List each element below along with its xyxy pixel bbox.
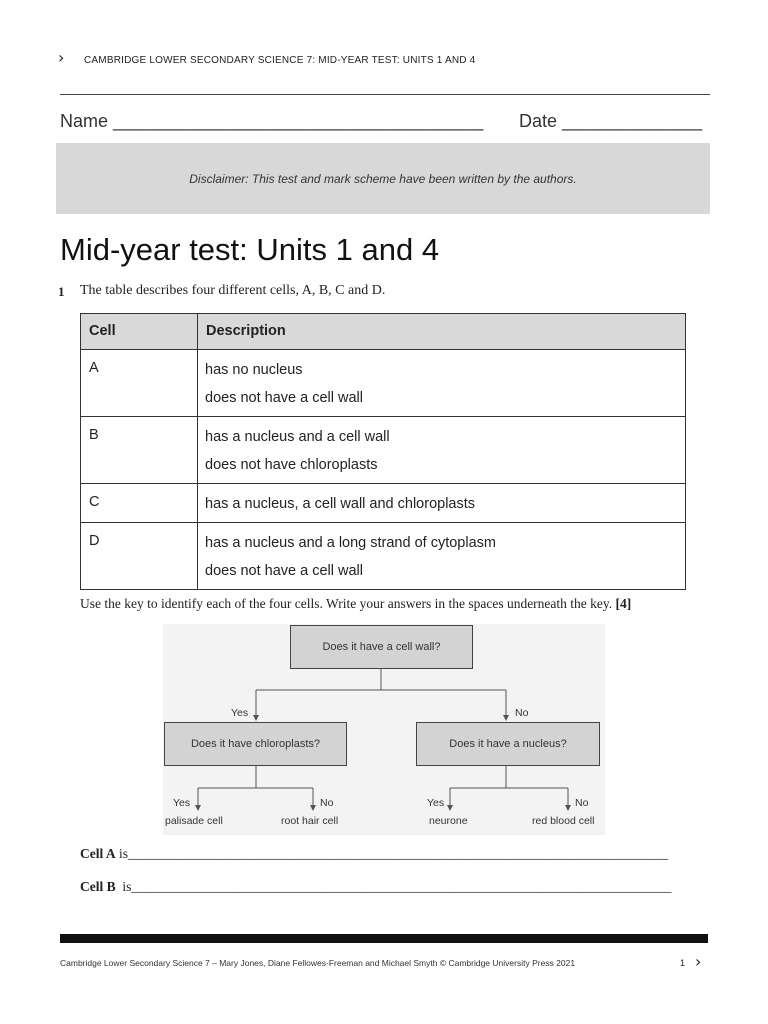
page-number: 1 [680,958,686,968]
running-header: CAMBRIDGE LOWER SECONDARY SCIENCE 7: MID-YEAR TEST: UNITS 1 AND 4 [84,55,476,66]
cell-id: B [81,417,198,484]
name-label: Name [60,111,109,131]
description-line: has no nucleus [205,362,303,378]
answer-cell-b[interactable] [80,879,702,895]
answer-blank[interactable]: ________________________________________________________________________________ [131,879,672,894]
instruction-body: Use the key to identify each of the four cells. Write your answers in the spaces underneath the key. [80,596,613,611]
answer-label: Cell A [80,846,116,861]
page-title: Mid-year test: Units 1 and 4 [60,232,440,267]
column-header-description: Description [198,314,686,350]
key-label-no: No [320,797,334,809]
marks-label: [4] [615,596,632,611]
answer-cell-a[interactable] [80,846,710,862]
question-number: 1 [58,284,65,299]
disclaimer-text: Disclaimer: This test and mark scheme have been written by the authors. [189,171,577,186]
key-question-nucleus: Does it have a nucleus? [416,722,600,766]
description-line: has a nucleus and a long strand of cytoplasm [205,535,496,551]
chevron-right-icon: › [58,48,65,67]
footer-credits: Cambridge Lower Secondary Science 7 – Mary Jones, Diane Fellowes-Freeman and Michael Smyth © Cambridge University Press 2021 [60,958,576,968]
key-leaf-root-hair: root hair cell [281,815,339,827]
description-line: does not have chloroplasts [205,457,378,473]
date-line: ______________ [562,111,703,131]
answer-suffix: is [119,846,129,861]
name-line: _____________________________________ [113,111,484,131]
footer-bar [60,934,708,943]
column-header-cell: Cell [81,314,198,350]
date-label: Date [519,111,558,131]
description-line: has a nucleus, a cell wall and chloroplasts [205,496,476,512]
key-label-no: No [515,707,529,719]
description-line: does not have a cell wall [205,390,363,406]
key-label-yes: Yes [231,707,249,719]
key-leaf-neurone: neurone [429,815,468,827]
description-line: does not have a cell wall [205,563,363,579]
key-label-yes: Yes [427,797,445,809]
key-label-yes: Yes [173,797,191,809]
answer-label: Cell B [80,879,116,894]
key-label-no: No [575,797,589,809]
key-question-chloroplasts: Does it have chloroplasts? [164,722,347,766]
answer-blank[interactable]: ________________________________________________________________________________ [128,846,669,861]
description-line: has a nucleus and a cell wall [205,429,390,445]
cell-id: D [81,523,198,590]
key-question-cell-wall: Does it have a cell wall? [290,625,473,669]
answer-suffix: is [122,879,132,894]
question-text: The table describes four different cells, A, B, C and D. [80,283,386,298]
cell-id: C [81,484,198,523]
key-leaf-red-blood: red blood cell [532,815,595,827]
chevron-right-icon[interactable]: › [695,952,702,971]
cell-id: A [81,350,198,417]
key-leaf-palisade: palisade cell [165,815,223,827]
